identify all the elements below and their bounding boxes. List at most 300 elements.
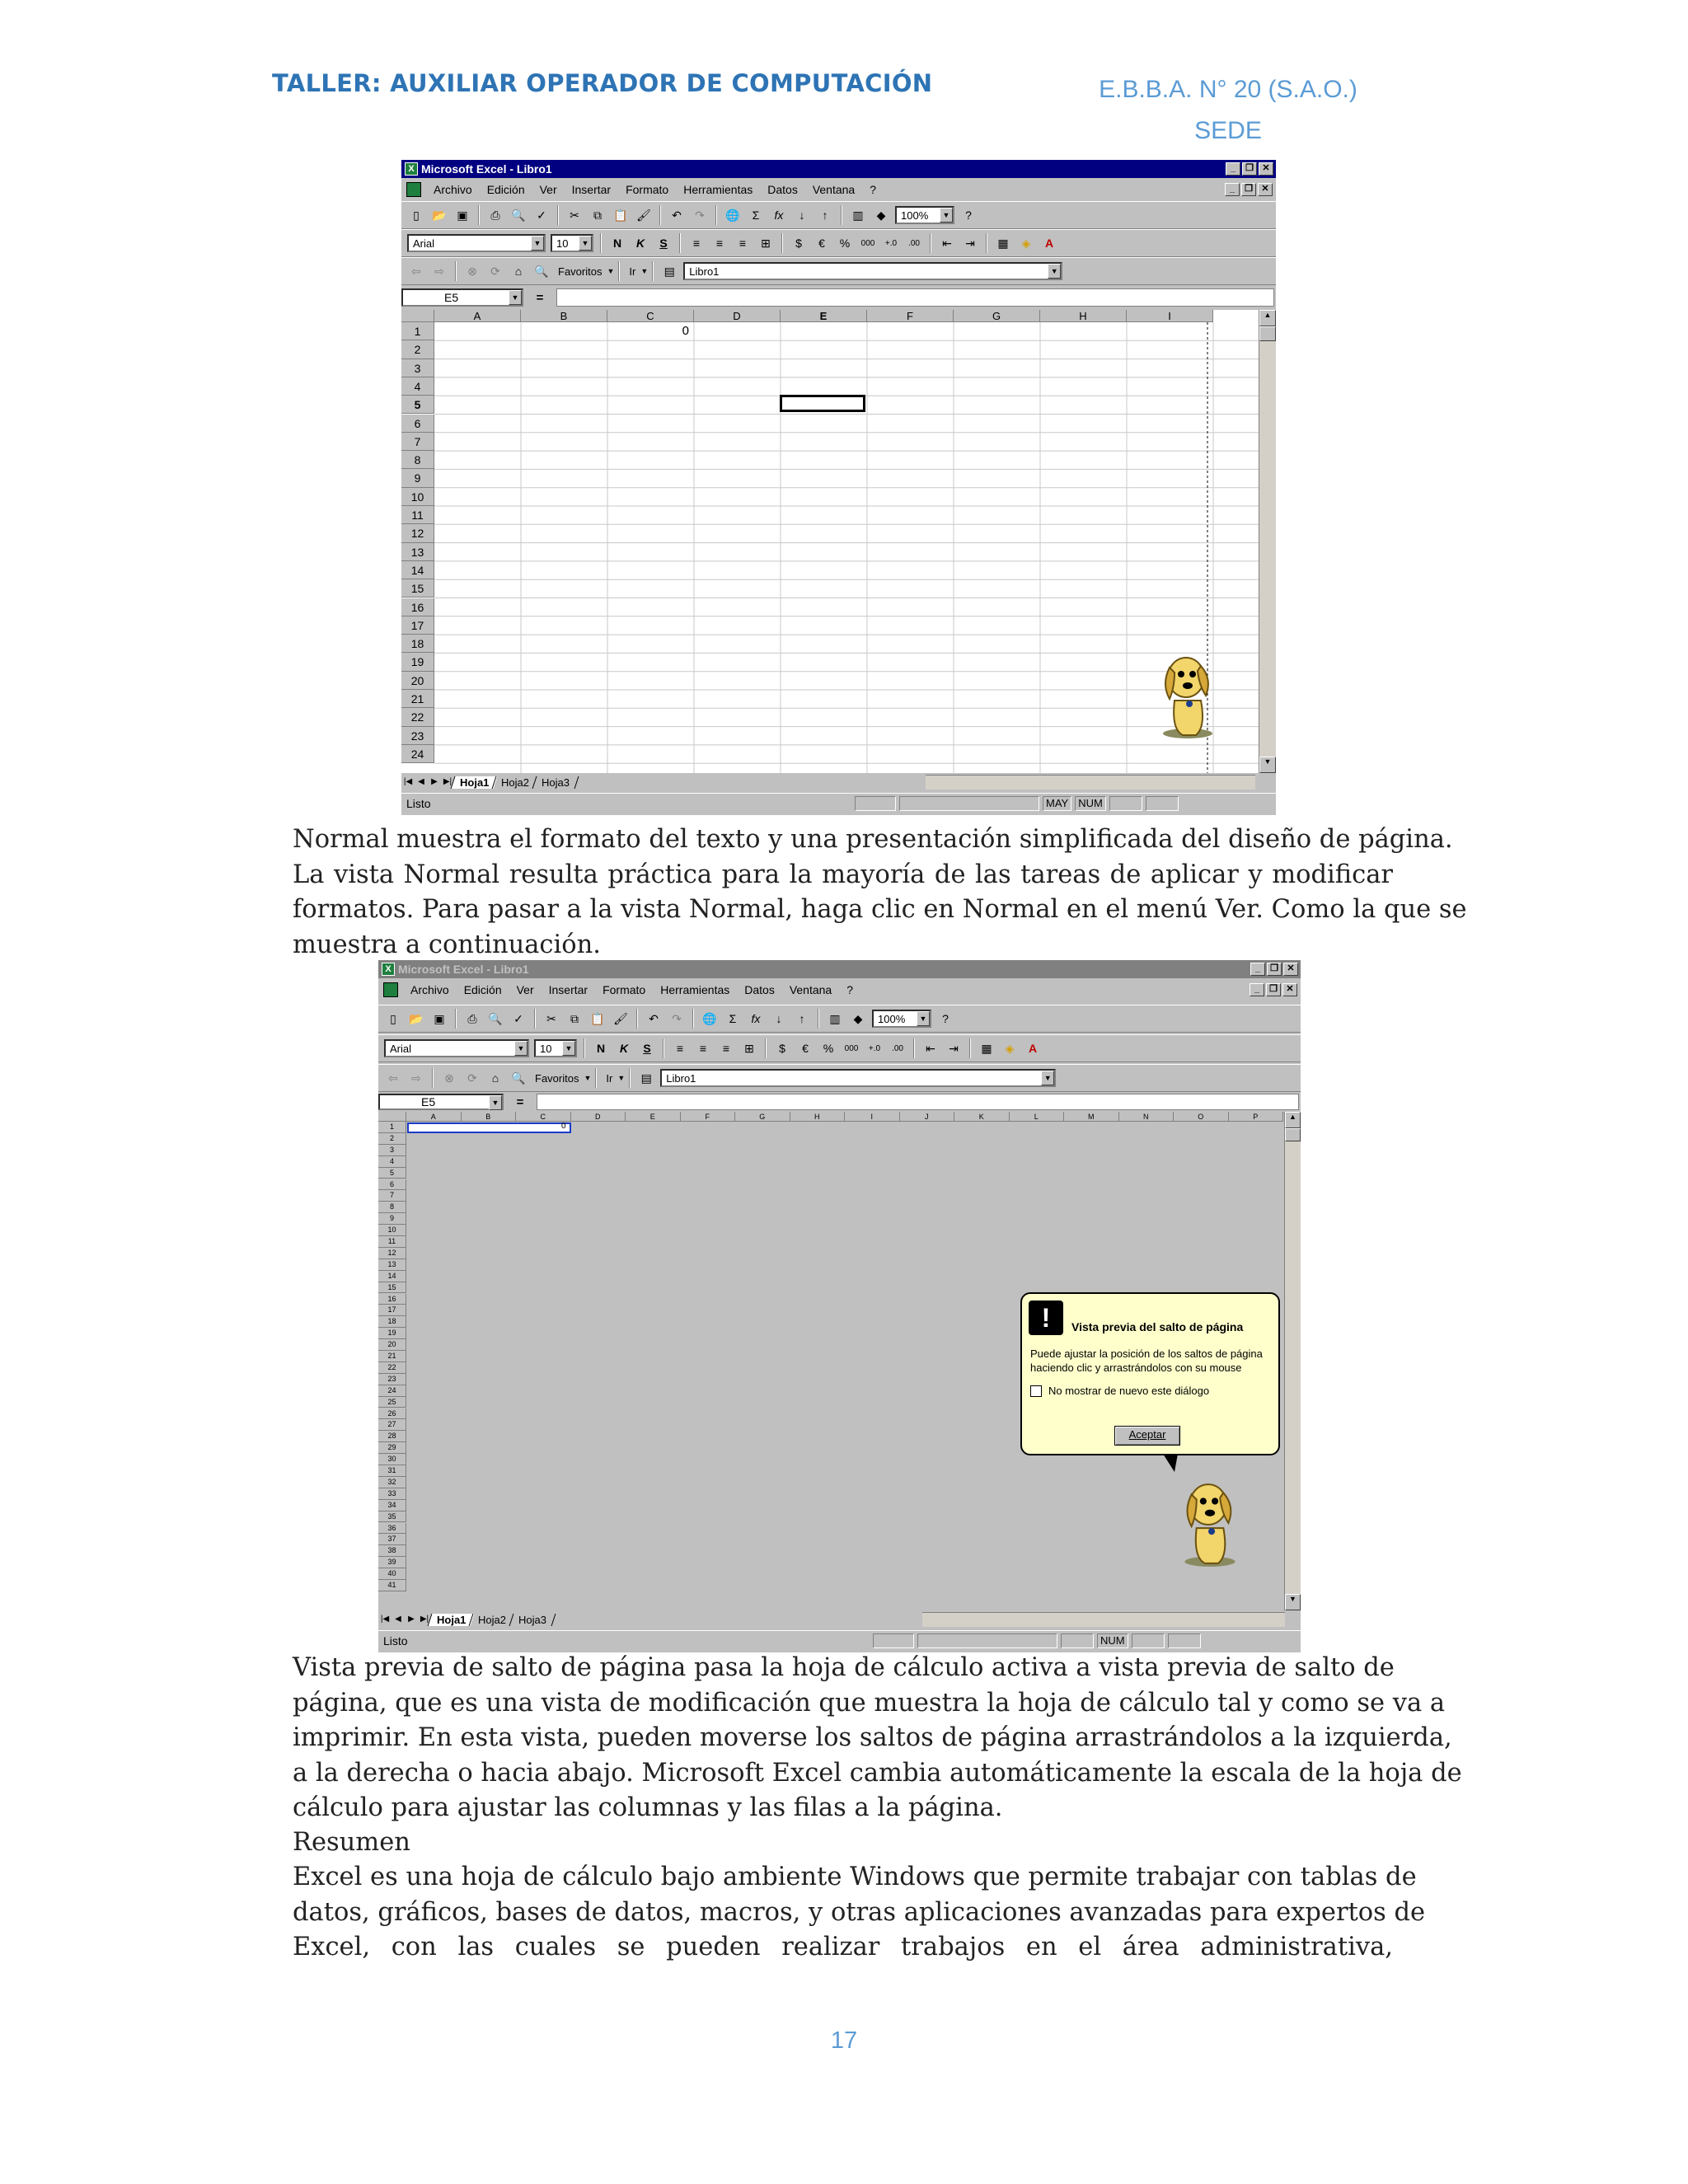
refresh-icon[interactable]: ⟳ <box>490 264 500 278</box>
favorites-dropdown-icon[interactable]: ▼ <box>584 1074 592 1082</box>
row-header[interactable]: 14 <box>378 1271 406 1282</box>
align-center-icon[interactable]: ≡ <box>715 237 724 250</box>
zoom-combo[interactable]: 100% ▼ <box>872 1010 931 1028</box>
row-header[interactable]: 39 <box>378 1557 406 1568</box>
thousands-icon[interactable]: 000 <box>844 1043 859 1053</box>
scroll-up-button[interactable]: ▲ <box>1285 1112 1301 1128</box>
row-header[interactable]: 16 <box>401 598 434 616</box>
function-icon[interactable]: fx <box>751 1012 761 1025</box>
close-button[interactable]: ✕ <box>1259 162 1273 176</box>
bold-icon[interactable]: N <box>612 237 622 250</box>
header-school-name: E.B.B.A. N° 20 (S.A.O.) <box>1099 76 1357 103</box>
worksheet-grid[interactable] <box>401 310 1259 773</box>
doc-minimize-button[interactable]: _ <box>1225 183 1240 196</box>
euro-icon[interactable]: € <box>802 1042 809 1055</box>
align-left-icon[interactable]: ≡ <box>676 1042 684 1055</box>
home-icon[interactable]: ⌂ <box>491 1071 499 1085</box>
formula-input[interactable] <box>556 288 1274 307</box>
caps-indicator: MAY <box>1043 796 1071 811</box>
font-name-value: Arial <box>413 237 435 250</box>
column-header[interactable]: D <box>571 1112 626 1122</box>
menu-herramientas[interactable]: Herramientas <box>683 183 753 196</box>
balloon-message: Puede ajustar la posición de los saltos de página haciendo clic y arrastrándolos con su mouse <box>1030 1347 1263 1374</box>
last-sheet-icon[interactable]: ▶| <box>420 1615 429 1624</box>
first-sheet-icon[interactable]: |◀ <box>403 777 413 786</box>
row-header[interactable]: 16 <box>378 1294 406 1305</box>
formula-input[interactable] <box>537 1094 1299 1110</box>
row-header[interactable]: 15 <box>401 579 434 598</box>
menu-ver[interactable]: Ver <box>516 983 534 996</box>
underline-icon[interactable]: S <box>659 237 668 250</box>
search-web-icon[interactable]: 🔍 <box>511 1071 526 1085</box>
increase-indent-icon[interactable]: ⇥ <box>965 236 975 250</box>
increase-decimal-icon[interactable]: +.0 <box>868 1043 881 1053</box>
show-web-toolbar-icon[interactable]: ▤ <box>663 264 675 278</box>
scroll-thumb[interactable] <box>1259 326 1276 341</box>
row-header[interactable]: 32 <box>378 1477 406 1488</box>
active-cell-e5[interactable] <box>780 395 865 412</box>
back-icon[interactable]: ⇦ <box>411 264 421 278</box>
workbook-icon[interactable] <box>383 982 398 997</box>
row-header[interactable]: 29 <box>378 1442 406 1454</box>
cut-icon[interactable]: ✂ <box>546 1011 556 1025</box>
restore-button[interactable]: ❐ <box>1242 162 1257 176</box>
row-header[interactable]: 22 <box>378 1362 406 1374</box>
first-sheet-icon[interactable]: |◀ <box>380 1615 390 1624</box>
page-number: 17 <box>830 2027 858 2054</box>
menu-bar <box>401 180 1276 199</box>
column-header[interactable]: G <box>735 1112 790 1122</box>
menu-datos[interactable]: Datos <box>767 183 798 196</box>
search-web-icon[interactable]: 🔍 <box>534 264 549 278</box>
copy-icon[interactable]: ⧉ <box>593 208 602 222</box>
formula-equals[interactable]: = <box>536 290 544 305</box>
row-header[interactable]: 8 <box>378 1202 406 1213</box>
column-header[interactable]: B <box>462 1112 517 1122</box>
column-header[interactable]: H <box>790 1112 846 1122</box>
name-box[interactable]: E5 ▼ <box>378 1094 504 1110</box>
sort-descending-icon[interactable]: ↑ <box>822 209 828 222</box>
function-icon[interactable]: fx <box>774 209 784 222</box>
row-header[interactable]: 17 <box>378 1305 406 1316</box>
print-preview-icon[interactable]: 🔍 <box>511 208 526 222</box>
next-sheet-icon[interactable]: ▶ <box>431 777 438 786</box>
go-menu[interactable]: Ir <box>606 1071 613 1085</box>
favorites-menu[interactable]: Favoritos <box>558 265 603 278</box>
save-icon[interactable]: ▣ <box>457 208 468 222</box>
window-title: Microsoft Excel - Libro1 <box>421 162 552 176</box>
row-header[interactable]: 14 <box>401 561 434 579</box>
thousands-icon[interactable]: 000 <box>860 238 875 248</box>
address-combo[interactable]: Libro1 ▼ <box>660 1069 1056 1087</box>
italic-icon[interactable]: K <box>619 1042 629 1055</box>
tab-hoja2[interactable]: Hoja2 <box>469 1614 515 1626</box>
menu-formato[interactable]: Formato <box>603 983 646 996</box>
sort-ascending-icon[interactable]: ↓ <box>776 1012 782 1025</box>
stop-icon[interactable]: ⊗ <box>467 264 477 278</box>
align-left-icon[interactable]: ≡ <box>692 237 701 250</box>
row-header[interactable]: 7 <box>378 1190 406 1202</box>
font-size-combo[interactable]: 10 ▼ <box>534 1039 577 1057</box>
back-icon[interactable]: ⇦ <box>388 1071 398 1085</box>
paragraph-line: imprimir. En esta vista, pueden moverse los saltos de página arrastrándolos a la izquierda, <box>293 1723 1452 1752</box>
merge-center-icon[interactable]: ⊞ <box>744 1041 754 1055</box>
row-header[interactable]: 3 <box>378 1145 406 1156</box>
row-header[interactable]: 5 <box>378 1168 406 1179</box>
paragraph-normal-view <box>293 823 1467 963</box>
column-header[interactable]: A <box>406 1112 462 1122</box>
zoom-combo[interactable]: 100% ▼ <box>895 206 954 224</box>
tab-hoja1[interactable]: Hoja1 <box>451 776 498 789</box>
menu-edicion[interactable]: Edición <box>463 983 502 996</box>
menu-archivo[interactable]: Archivo <box>434 183 472 196</box>
borders-icon[interactable]: ▦ <box>997 236 1009 250</box>
name-box-value: E5 <box>421 1095 436 1108</box>
tab-hoja3[interactable]: Hoja3 <box>509 1614 556 1626</box>
go-menu[interactable]: Ir <box>629 265 636 278</box>
column-header[interactable]: D <box>694 310 781 322</box>
restore-button[interactable]: ❐ <box>1267 963 1282 976</box>
row-header[interactable]: 11 <box>401 506 434 524</box>
menu-archivo[interactable]: Archivo <box>410 983 449 996</box>
autosum-icon[interactable]: Σ <box>752 209 760 222</box>
row-header[interactable]: 27 <box>378 1419 406 1431</box>
print-icon[interactable]: ⎙ <box>490 208 500 222</box>
row-header[interactable]: 37 <box>378 1534 406 1545</box>
percent-icon[interactable]: % <box>823 1042 834 1055</box>
header-title: TALLER: AUXILIAR OPERADOR DE COMPUTACIÓN <box>272 69 933 97</box>
minimize-button[interactable]: _ <box>1250 963 1265 976</box>
row-header[interactable]: 3 <box>401 359 434 377</box>
help-icon[interactable]: ? <box>942 1012 949 1025</box>
row-header[interactable]: 13 <box>378 1259 406 1271</box>
home-icon[interactable]: ⌂ <box>514 265 523 278</box>
row-header[interactable]: 5 <box>401 396 434 414</box>
row-header[interactable]: 30 <box>378 1454 406 1465</box>
refresh-icon[interactable]: ⟳ <box>467 1071 477 1085</box>
row-header[interactable]: 21 <box>401 690 434 708</box>
office-assistant-dog-icon[interactable] <box>1158 651 1217 742</box>
row-header[interactable]: 40 <box>378 1568 406 1580</box>
excel-window-normal <box>401 160 1276 815</box>
row-header[interactable]: 41 <box>378 1580 406 1591</box>
menu-formato[interactable]: Formato <box>626 183 669 196</box>
status-text: Listo <box>383 1634 408 1647</box>
menu-insertar[interactable]: Insertar <box>571 183 612 196</box>
row-header[interactable]: 34 <box>378 1500 406 1511</box>
redo-icon[interactable]: ↷ <box>695 208 705 222</box>
row-header[interactable]: 33 <box>378 1488 406 1500</box>
formula-bar <box>378 1094 1301 1110</box>
fill-color-icon[interactable]: ◈ <box>1021 236 1031 250</box>
row-header[interactable]: 26 <box>378 1408 406 1420</box>
row-header[interactable]: 13 <box>401 543 434 561</box>
num-indicator: NUM <box>1097 1633 1128 1648</box>
vertical-scrollbar[interactable] <box>1284 1112 1301 1610</box>
row-header[interactable]: 24 <box>378 1385 406 1397</box>
row-header[interactable]: 24 <box>401 745 434 763</box>
fill-color-icon[interactable]: ◈ <box>1005 1041 1015 1055</box>
autosum-icon[interactable]: Σ <box>729 1012 737 1025</box>
column-header[interactable]: C <box>607 310 694 322</box>
select-all-corner[interactable] <box>378 1112 406 1122</box>
decrease-decimal-icon[interactable]: .00 <box>892 1043 903 1053</box>
percent-icon[interactable]: % <box>839 237 851 250</box>
menu-datos[interactable]: Datos <box>744 983 775 996</box>
paste-icon[interactable]: 📋 <box>613 208 628 222</box>
vertical-scrollbar[interactable] <box>1259 310 1276 773</box>
underline-icon[interactable]: S <box>643 1042 651 1055</box>
row-header[interactable]: 15 <box>378 1282 406 1294</box>
standard-toolbar <box>378 1005 1301 1033</box>
row-header[interactable]: 19 <box>401 653 434 671</box>
menu-ventana[interactable]: Ventana <box>789 983 832 996</box>
row-header[interactable]: 8 <box>401 451 434 469</box>
row-header[interactable]: 12 <box>401 524 434 542</box>
format-painter-icon[interactable]: 🖌 <box>636 208 651 222</box>
cell-c1[interactable]: 0 <box>682 324 689 338</box>
paragraph-line: Excel, con las cuales se pueden realizar trabajos en el área administrativa, <box>293 1933 1393 1961</box>
favorites-menu[interactable]: Favoritos <box>535 1071 579 1085</box>
new-icon[interactable]: ▯ <box>413 208 420 222</box>
print-preview-icon[interactable]: 🔍 <box>488 1011 503 1025</box>
open-icon[interactable]: 📂 <box>409 1011 424 1025</box>
name-box-value: E5 <box>444 291 459 304</box>
row-header[interactable]: 18 <box>401 635 434 653</box>
row-header[interactable]: 31 <box>378 1465 406 1477</box>
menu-herramientas[interactable]: Herramientas <box>660 983 730 996</box>
cut-icon[interactable]: ✂ <box>570 208 579 222</box>
row-header[interactable]: 17 <box>401 616 434 635</box>
open-icon[interactable]: 📂 <box>432 208 447 222</box>
forward-icon[interactable]: ⇨ <box>434 264 444 278</box>
office-assistant-dog-icon[interactable] <box>1178 1478 1242 1570</box>
column-header[interactable]: B <box>521 310 607 322</box>
scroll-up-button[interactable]: ▲ <box>1259 310 1276 326</box>
doc-close-button[interactable]: ✕ <box>1282 983 1297 996</box>
align-right-icon[interactable]: ≡ <box>738 237 747 250</box>
row-header[interactable]: 6 <box>378 1179 406 1191</box>
doc-restore-button[interactable]: ❐ <box>1241 183 1256 196</box>
decrease-indent-icon[interactable]: ⇤ <box>926 1041 935 1055</box>
row-header[interactable]: 10 <box>401 488 434 506</box>
row-header[interactable]: 4 <box>401 377 434 396</box>
paragraph-line: Excel es una hoja de cálculo bajo ambiente Windows que permite trabajar con tablas de <box>293 1863 1417 1891</box>
font-name-combo[interactable]: Arial ▼ <box>407 234 546 252</box>
row-header[interactable]: 7 <box>401 433 434 451</box>
font-color-icon[interactable]: A <box>1028 1042 1038 1055</box>
font-name-combo[interactable]: Arial ▼ <box>384 1039 529 1057</box>
menu-insertar[interactable]: Insertar <box>548 983 588 996</box>
row-header[interactable]: 28 <box>378 1431 406 1442</box>
chart-wizard-icon[interactable]: ▥ <box>852 208 864 222</box>
scroll-down-button[interactable]: ▼ <box>1259 757 1276 773</box>
menu-ver[interactable]: Ver <box>539 183 557 196</box>
last-sheet-icon[interactable]: ▶| <box>443 777 452 786</box>
prev-sheet-icon[interactable]: ◀ <box>418 777 424 786</box>
address-combo[interactable]: Libro1 ▼ <box>683 262 1062 280</box>
copy-icon[interactable]: ⧉ <box>570 1011 579 1025</box>
column-header[interactable]: E <box>781 310 867 322</box>
row-header[interactable]: 21 <box>378 1351 406 1362</box>
doc-close-button[interactable]: ✕ <box>1258 183 1273 196</box>
column-header[interactable]: C <box>516 1112 571 1122</box>
decrease-indent-icon[interactable]: ⇤ <box>942 236 952 250</box>
currency-icon[interactable]: $ <box>779 1042 785 1055</box>
italic-icon[interactable]: K <box>635 237 645 250</box>
hyperlink-icon[interactable]: 🌐 <box>702 1011 717 1025</box>
decrease-decimal-icon[interactable]: .00 <box>908 238 920 248</box>
undo-icon[interactable]: ↶ <box>672 208 682 222</box>
column-header[interactable]: H <box>1040 310 1127 322</box>
column-header[interactable]: F <box>681 1112 736 1122</box>
increase-indent-icon[interactable]: ⇥ <box>949 1041 959 1055</box>
forward-icon[interactable]: ⇨ <box>411 1071 421 1085</box>
horizontal-scrollbar[interactable] <box>922 1612 1285 1627</box>
minimize-button[interactable]: _ <box>1226 162 1240 176</box>
paste-icon[interactable]: 📋 <box>590 1011 605 1025</box>
column-header[interactable]: I <box>1127 310 1213 322</box>
column-header[interactable]: G <box>954 310 1040 322</box>
show-web-toolbar-icon[interactable]: ▤ <box>640 1071 652 1085</box>
menu-ayuda[interactable]: ? <box>846 983 854 996</box>
column-header[interactable]: F <box>867 310 954 322</box>
menu-ventana[interactable]: Ventana <box>812 183 856 196</box>
dont-show-again-checkbox[interactable] <box>1030 1385 1042 1397</box>
menu-edicion[interactable]: Edición <box>486 183 525 196</box>
menu-ayuda[interactable]: ? <box>870 183 877 196</box>
sort-descending-icon[interactable]: ↑ <box>799 1012 805 1025</box>
column-header[interactable]: O <box>1174 1112 1229 1122</box>
hyperlink-icon[interactable]: 🌐 <box>725 208 740 222</box>
undo-icon[interactable]: ↶ <box>649 1011 659 1025</box>
doc-minimize-button[interactable]: _ <box>1250 983 1264 996</box>
row-header[interactable]: 6 <box>401 415 434 433</box>
formatting-toolbar <box>378 1034 1301 1062</box>
row-header[interactable]: 22 <box>401 708 434 726</box>
doc-restore-button[interactable]: ❐ <box>1266 983 1281 996</box>
row-header[interactable]: 1 <box>401 322 434 340</box>
row-header[interactable]: 2 <box>378 1133 406 1145</box>
new-icon[interactable]: ▯ <box>390 1011 396 1025</box>
formatting-toolbar <box>401 229 1276 257</box>
go-dropdown-icon[interactable]: ▼ <box>617 1074 626 1082</box>
tab-hoja1[interactable]: Hoja1 <box>428 1614 475 1626</box>
row-header[interactable]: 9 <box>378 1213 406 1225</box>
row-header[interactable]: 19 <box>378 1328 406 1339</box>
column-header[interactable]: M <box>1064 1112 1119 1122</box>
standard-toolbar <box>401 201 1276 229</box>
cell-c1[interactable]: 0 <box>560 1122 566 1131</box>
row-header[interactable]: 20 <box>378 1339 406 1351</box>
increase-decimal-icon[interactable]: +.0 <box>884 238 898 248</box>
chart-wizard-icon[interactable]: ▥ <box>829 1011 841 1025</box>
column-header[interactable]: L <box>1010 1112 1065 1122</box>
row-header[interactable]: 1 <box>378 1122 406 1133</box>
column-header[interactable]: I <box>845 1112 900 1122</box>
borders-icon[interactable]: ▦ <box>981 1041 992 1055</box>
dont-show-again-label: No mostrar de nuevo este diálogo <box>1048 1385 1210 1397</box>
row-header[interactable]: 4 <box>378 1156 406 1168</box>
spelling-icon[interactable]: ✓ <box>513 1011 523 1025</box>
row-header[interactable]: 12 <box>378 1248 406 1259</box>
row-header[interactable]: 9 <box>401 469 434 487</box>
row-header[interactable]: 35 <box>378 1511 406 1523</box>
euro-icon[interactable]: € <box>818 237 825 250</box>
scroll-thumb[interactable] <box>1285 1128 1301 1141</box>
redo-icon[interactable]: ↷ <box>672 1011 682 1025</box>
next-sheet-icon[interactable]: ▶ <box>408 1615 415 1624</box>
favorites-dropdown-icon[interactable]: ▼ <box>607 267 615 275</box>
row-header[interactable]: 10 <box>378 1225 406 1236</box>
workbook-icon[interactable] <box>406 182 421 197</box>
row-header[interactable]: 25 <box>378 1397 406 1408</box>
align-right-icon[interactable]: ≡ <box>722 1042 730 1055</box>
row-header[interactable]: 38 <box>378 1545 406 1557</box>
scroll-down-button[interactable]: ▼ <box>1285 1594 1301 1610</box>
row-header[interactable]: 36 <box>378 1523 406 1535</box>
font-size-combo[interactable]: 10 ▼ <box>551 234 593 252</box>
title-bar[interactable] <box>401 160 1276 178</box>
column-header[interactable]: P <box>1229 1112 1284 1122</box>
close-button[interactable]: ✕ <box>1283 963 1298 976</box>
bold-icon[interactable]: N <box>596 1042 606 1055</box>
column-header[interactable]: N <box>1119 1112 1175 1122</box>
tab-hoja2[interactable]: Hoja2 <box>492 776 538 789</box>
help-icon[interactable]: ? <box>965 209 972 222</box>
format-painter-icon[interactable]: 🖌 <box>613 1011 628 1025</box>
row-header[interactable]: 11 <box>378 1236 406 1248</box>
status-text: Listo <box>406 797 431 810</box>
column-header[interactable]: E <box>626 1112 681 1122</box>
title-bar[interactable] <box>378 960 1301 978</box>
row-header[interactable]: 2 <box>401 340 434 359</box>
header-school-sede: SEDE <box>1194 117 1262 144</box>
column-header[interactable]: K <box>954 1112 1010 1122</box>
sort-ascending-icon[interactable]: ↓ <box>799 209 805 222</box>
excel-window-page-break-preview <box>378 960 1301 1652</box>
dont-show-again-option[interactable] <box>1030 1385 1270 1397</box>
merge-center-icon[interactable]: ⊞ <box>761 236 771 250</box>
select-all-corner[interactable] <box>401 310 434 322</box>
row-header[interactable]: 20 <box>401 672 434 690</box>
row-header[interactable]: 23 <box>401 727 434 745</box>
horizontal-scrollbar[interactable] <box>926 775 1255 790</box>
print-icon[interactable]: ⎙ <box>467 1011 477 1025</box>
formula-equals[interactable]: = <box>516 1094 524 1109</box>
column-header[interactable]: J <box>900 1112 955 1122</box>
font-name-value: Arial <box>390 1042 412 1055</box>
column-header[interactable]: A <box>434 310 521 322</box>
accept-button[interactable]: Aceptar <box>1114 1426 1180 1446</box>
save-icon[interactable]: ▣ <box>434 1011 445 1025</box>
drawing-icon[interactable]: ◆ <box>853 1011 863 1025</box>
drawing-icon[interactable]: ◆ <box>876 208 886 222</box>
zoom-value: 100% <box>901 209 929 222</box>
tab-hoja3[interactable]: Hoja3 <box>532 776 579 789</box>
address-value: Libro1 <box>666 1071 696 1085</box>
spelling-icon[interactable]: ✓ <box>537 208 546 222</box>
prev-sheet-icon[interactable]: ◀ <box>395 1615 401 1624</box>
go-dropdown-icon[interactable]: ▼ <box>640 267 649 275</box>
row-header[interactable]: 23 <box>378 1374 406 1385</box>
stop-icon[interactable]: ⊗ <box>444 1071 454 1085</box>
currency-icon[interactable]: $ <box>795 237 802 250</box>
font-color-icon[interactable]: A <box>1044 237 1054 250</box>
align-center-icon[interactable]: ≡ <box>699 1042 707 1055</box>
row-header[interactable]: 18 <box>378 1316 406 1328</box>
name-box[interactable]: E5 ▼ <box>401 288 523 307</box>
